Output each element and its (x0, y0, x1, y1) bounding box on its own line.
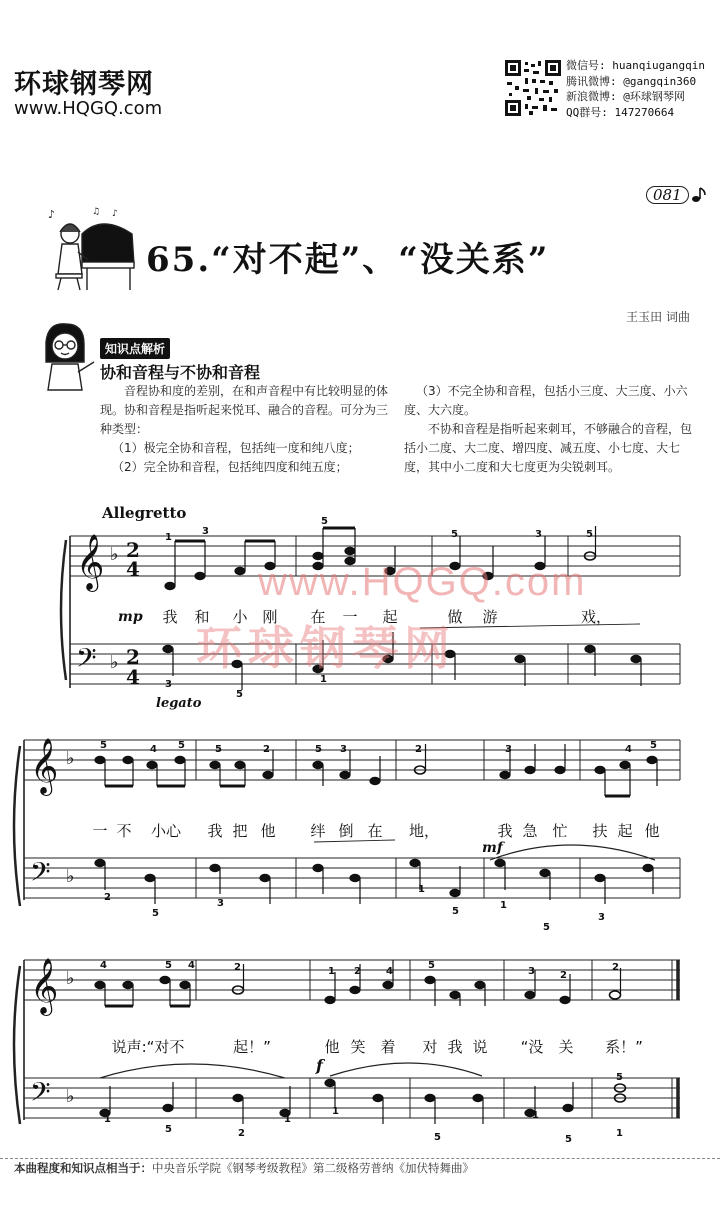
svg-text:2: 2 (238, 1128, 245, 1139)
dynamic-f: f (316, 1056, 323, 1075)
svg-text:5: 5 (452, 906, 459, 917)
svg-text:5: 5 (178, 740, 185, 751)
svg-text:3: 3 (505, 744, 512, 755)
lyric: 他 (644, 822, 660, 840)
lyric: 刚 (262, 608, 278, 626)
lyric: 我 (162, 608, 178, 626)
lyric: 倒 (338, 822, 354, 840)
paragraph: （1）极完全协和音程，包括纯一度和纯八度； (112, 441, 360, 455)
lyric: 做 (447, 608, 463, 626)
svg-text:2: 2 (560, 970, 567, 981)
lyric: 绊 (310, 822, 326, 840)
wechat-id: 微信号: huanqiugangqin (566, 59, 705, 72)
lyric: 起 (617, 822, 633, 840)
lyric: 小 (232, 608, 248, 626)
svg-text:5: 5 (165, 960, 172, 971)
svg-text:2: 2 (263, 744, 270, 755)
lyric: 一 (342, 608, 358, 626)
svg-text:2: 2 (354, 966, 361, 977)
watermark-url: www.HQGQ.com (258, 560, 587, 604)
footer-text: 中央音乐学院《钢琴考级教程》第二级格劳普纳《加伏特舞曲》 (152, 1161, 474, 1175)
time-sig-top: 2 (126, 538, 140, 562)
svg-text:5: 5 (543, 922, 550, 933)
flat-sign: ♭ (66, 748, 75, 769)
svg-text:1: 1 (104, 1114, 111, 1125)
svg-text:5: 5 (100, 740, 107, 751)
svg-text:1: 1 (328, 966, 335, 977)
knowledge-heading: 协和音程与不协和音程 (100, 363, 261, 382)
flat-sign: ♭ (110, 652, 119, 673)
svg-text:4: 4 (625, 744, 632, 755)
lyric: 不 (116, 822, 132, 840)
treble-clef: 𝄞 (30, 958, 59, 1014)
flat-sign: ♭ (66, 968, 75, 989)
svg-text:5: 5 (315, 744, 322, 755)
lyric: 他 (324, 1038, 340, 1056)
svg-text:1: 1 (500, 900, 507, 911)
music-note-icon (690, 186, 708, 204)
lyric: 和 (194, 608, 210, 626)
svg-text:♫: ♫ (92, 207, 101, 217)
svg-text:5: 5 (428, 960, 435, 971)
svg-text:4: 4 (150, 744, 157, 755)
bass-clef: 𝄢 (76, 642, 97, 680)
treble-clef: 𝄞 (30, 738, 59, 794)
lyric: 他 (260, 822, 276, 840)
svg-text:♪: ♪ (112, 209, 118, 219)
footer-note (14, 1160, 474, 1176)
lyric: 笑 (350, 1038, 366, 1056)
time-sig-bottom: 4 (126, 557, 140, 581)
svg-text:1: 1 (418, 884, 425, 895)
bass-clef: 𝄢 (30, 1076, 51, 1114)
knowledge-left-column (100, 382, 396, 477)
svg-text:5: 5 (565, 1134, 572, 1145)
svg-text:5: 5 (236, 689, 243, 700)
lyric: 对 (422, 1038, 438, 1056)
paragraph: 音程协和度的差别，在和声音程中有比较明显的体现。协和音程是指听起来悦耳、融合的音程。可分为三种类型： (100, 384, 389, 436)
svg-text:1: 1 (284, 1114, 291, 1125)
lyric: 起！” (233, 1038, 271, 1056)
svg-text:4: 4 (188, 960, 195, 971)
svg-text:1: 1 (320, 674, 327, 685)
svg-text:3: 3 (535, 529, 542, 540)
svg-text:5: 5 (152, 908, 159, 919)
flat-sign: ♭ (110, 544, 119, 565)
svg-text:5: 5 (616, 1072, 623, 1083)
svg-text:5: 5 (215, 744, 222, 755)
lyric: 说声:“对不 (111, 1038, 185, 1056)
lyric: 把 (232, 822, 248, 840)
svg-text:2: 2 (612, 962, 619, 973)
lyric: 地， (408, 822, 440, 840)
page-number: 081 (646, 186, 689, 204)
svg-text:1: 1 (332, 1106, 339, 1117)
footer-prefix: 本曲程度和知识点相当于： (14, 1161, 152, 1175)
svg-text:5: 5 (650, 740, 657, 751)
lyric: 系！” (605, 1038, 643, 1056)
song-title: 65.“对不起”、“没关系” (146, 240, 550, 280)
treble-clef: 𝄞 (76, 534, 105, 590)
tempo-marking: Allegretto (102, 504, 187, 522)
time-sig-top: 2 (126, 645, 140, 669)
svg-text:2: 2 (234, 962, 241, 973)
svg-text:5: 5 (321, 516, 328, 527)
footer-divider (0, 1158, 720, 1159)
lyric: 说 (472, 1038, 488, 1056)
qr-code-icon (505, 60, 561, 116)
time-sig-bottom: 4 (126, 665, 140, 689)
svg-text:2: 2 (104, 892, 111, 903)
lyric: 关 (558, 1038, 574, 1056)
lyric: 在 (310, 608, 326, 626)
svg-text:1: 1 (165, 532, 172, 543)
lyric: 小心 (150, 822, 182, 840)
svg-text:5: 5 (451, 529, 458, 540)
flat-sign: ♭ (66, 866, 75, 887)
contact-info (566, 58, 705, 120)
svg-text:3: 3 (217, 898, 224, 909)
lyric: 忙 (552, 822, 568, 840)
teacher-illustration (34, 320, 96, 392)
svg-text:1: 1 (532, 1110, 539, 1121)
svg-text:3: 3 (528, 966, 535, 977)
lyric: 着 (380, 1038, 396, 1056)
svg-text:3: 3 (202, 526, 209, 537)
composer-credit: 王玉田 词曲 (626, 310, 690, 324)
lyric: 我 (497, 822, 513, 840)
girl-at-piano-illustration (42, 204, 140, 294)
legato-marking: legato (156, 696, 202, 711)
svg-text:5: 5 (586, 529, 593, 540)
knowledge-badge: 知识点解析 (100, 338, 170, 359)
lyric: 戏， (580, 608, 612, 626)
svg-text:3: 3 (598, 912, 605, 923)
bass-clef: 𝄢 (30, 856, 51, 894)
svg-text:2: 2 (415, 744, 422, 755)
paragraph: （3）不完全协和音程，包括小三度、大三度、小六度、大六度。 (404, 384, 688, 417)
svg-text:5: 5 (165, 1124, 172, 1135)
tencent-weibo: 腾讯微博: @gangqin360 (566, 74, 697, 88)
lyric: 扶 (592, 822, 608, 840)
svg-text:4: 4 (386, 966, 393, 977)
watermark-name: 环球钢琴网 (196, 621, 456, 675)
lyric: 游 (482, 608, 498, 626)
lyric: 一 (92, 822, 108, 840)
svg-text:3: 3 (165, 679, 172, 690)
brand-url[interactable]: www.HQGQ.com (14, 98, 163, 119)
svg-text:1: 1 (616, 1128, 623, 1139)
dynamic-mp: mp (118, 609, 143, 625)
sina-weibo: 新浪微博: @环球钢琴网 (566, 90, 685, 103)
paragraph: （2）完全协和音程，包括纯四度和纯五度； (112, 460, 348, 474)
lyric: 我 (207, 822, 223, 840)
svg-text:4: 4 (100, 960, 107, 971)
flat-sign: ♭ (66, 1086, 75, 1107)
lyric: “没 (520, 1038, 544, 1056)
dynamic-mf: mf (482, 840, 503, 856)
svg-text:♪: ♪ (48, 208, 56, 221)
lyric: 我 (447, 1038, 463, 1056)
qq-group: QQ群号: 147270664 (566, 105, 675, 119)
svg-text:5: 5 (434, 1132, 441, 1143)
paragraph: 不协和音程是指听起来刺耳，不够融合的音程，包括小二度、大二度、增四度、减五度、小七度、大七度，其中小二度和大七度更为尖锐刺耳。 (404, 422, 693, 474)
knowledge-right-column (404, 382, 694, 477)
lyric: 起 (382, 608, 398, 626)
lyric: 在 (367, 822, 383, 840)
lyric: 急 (522, 822, 538, 840)
svg-text:3: 3 (340, 744, 347, 755)
brand-name: 环球钢琴网 (14, 69, 154, 100)
